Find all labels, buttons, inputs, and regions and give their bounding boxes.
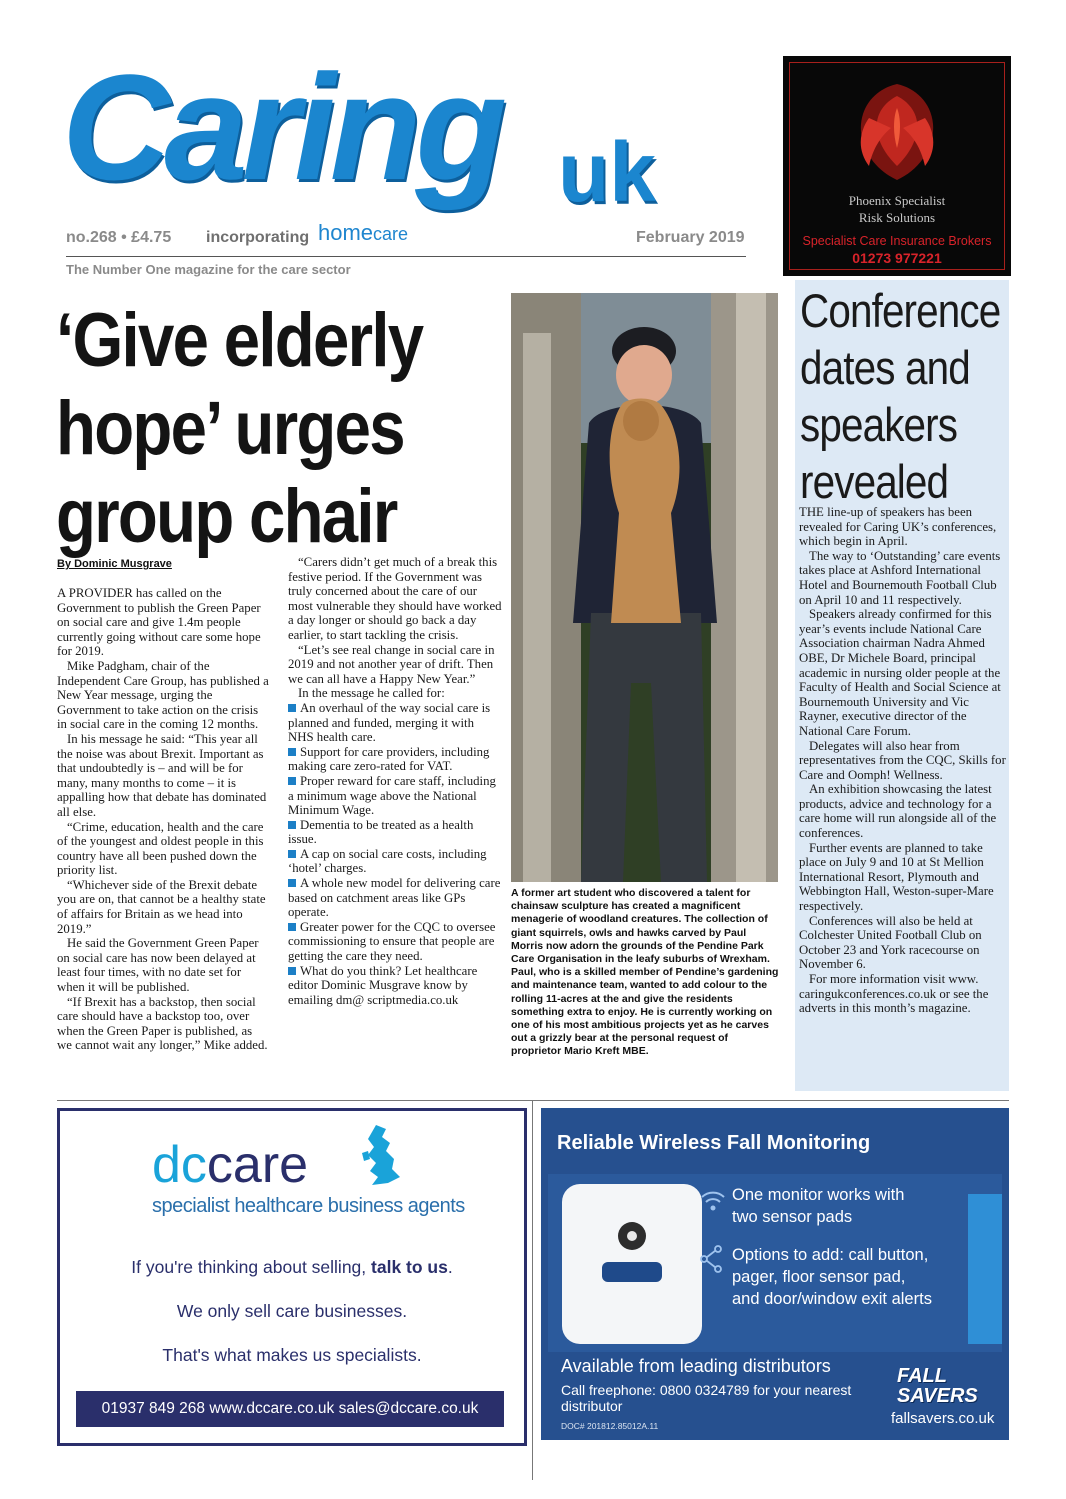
story-paragraph: “Carers didn’t get much of a break this festive period. If the Government was truly concerned about the care of our most vulnerable they should have worked a day longer or should go back a day earlier, to start tackling the crisis.	[288, 555, 502, 642]
story-paragraph: “Crime, education, health and the care of the youngest and oldest people in this country have all been pushed down the priority list.	[57, 819, 264, 878]
homecare-logo	[318, 220, 408, 246]
conference-paragraph: Conferences will also be held at Colchester United Football Club on October 23 and York racecourse on November 6.	[799, 913, 982, 972]
photo-caption: A former art student who discovered a talent for chainsaw sculpture has created a magnificent menagerie of woodland creatures. The collection of giant squirrels, owls and hawks carved by Paul Morris now adorn the grounds of the Pendine Park Care Organisation in the leafy suburbs of Wrexham. Paul, who is a skilled member of Pendine’s gardening and maintenance team, wanted to add colour to the rolling 11-acres at the and give the residents something extra to enjoy. He is currently working on one of his most ambitious projects yet as he carves out a grizzly bear at the personal request of proprietor Mario Kreft MBE.	[511, 887, 779, 1058]
story-column-1	[57, 586, 270, 1053]
conference-paragraph: An exhibition showcasing the latest products, advice and technology for a care home will run alongside all of the conferences.	[799, 782, 997, 841]
bullet-item: An overhaul of the way social care is planned and funded, merging it with NHS health care.	[288, 700, 491, 745]
homecare-logo-care: care	[373, 224, 409, 244]
caring-uk-logo	[62, 43, 702, 222]
bullet-square-icon	[288, 821, 296, 829]
incorporating-label: incorporating	[206, 229, 310, 246]
conference-headline	[800, 282, 1001, 510]
phoenix-bird-icon	[839, 78, 955, 190]
speaker-grille-icon	[562, 1184, 702, 1344]
wireless-icon	[698, 1186, 728, 1216]
conference-paragraph: Further events are planned to take place on July 9 and 10 at St Mellion International Resort, Plymouth and Webbington Hall, Weston-super-Mare respectively.	[799, 840, 994, 914]
fallsavers-freephone: Call freephone: 0800 0324789 for your nearest distributor	[561, 1382, 852, 1414]
logo-caring: Caring	[62, 43, 502, 211]
homecare-logo-home: home	[318, 220, 374, 245]
bullet-item: A whole new model for delivering care based on catchment areas like GPs operate.	[288, 876, 501, 920]
fall-monitor-device	[562, 1184, 702, 1344]
fallsavers-logo-line1: FALL	[897, 1365, 947, 1387]
closing-bullet: What do you think? Let healthcare editor Dominic Musgrave know by emailing dm@ scriptmedia.co.uk	[288, 963, 478, 1007]
bullet-item: Proper reward for care staff, including a minimum wage above the National Minimum Wage.	[288, 773, 496, 818]
conference-paragraph: For more information visit www. caringukconferences.co.uk or see the adverts in this month’s magazine.	[799, 972, 989, 1016]
bullet-item: A cap on social care costs, including ‘hotel’ charges.	[288, 846, 487, 876]
issue-number: no.268 • £4.75	[66, 229, 172, 246]
story-paragraph: “Let’s see real change in social care in 2019 and not another year of drift. Then we can all have a Happy New Year.”	[288, 642, 495, 686]
logo-uk: uk	[558, 125, 657, 219]
bullet-item: Support for care providers, including making care zero-rated for VAT.	[288, 744, 490, 774]
talk-to-us: talk to us	[371, 1257, 448, 1277]
fallsavers-title: Reliable Wireless Fall Monitoring	[557, 1132, 871, 1154]
story-paragraph: He said the Government Green Paper on social care has now been delayed at least four times, with no date set for when it will be published.	[57, 936, 259, 995]
fallsavers-logo	[897, 1366, 978, 1406]
feature-photo	[511, 293, 778, 882]
issue-line	[66, 220, 746, 257]
tagline: The Number One magazine for the care sector	[66, 262, 351, 277]
headline-line2: hope’ urges	[56, 386, 404, 471]
byline: By Dominic Musgrave	[57, 558, 172, 570]
issue-date: February 2019	[636, 229, 745, 246]
bullet-item: Greater power for the CQC to oversee commissioning to ensure that people are getting the care they need.	[288, 919, 496, 964]
conference-headline-line1: Conference	[800, 284, 1001, 337]
conference-paragraph: Delegates will also hear from representatives from the CQC, Skills for Care and Oomph! Wellness.	[799, 738, 1006, 782]
bullet-square-icon	[288, 748, 296, 756]
section-divider	[57, 1100, 1009, 1101]
ad-divider	[532, 1100, 533, 1480]
story-column-2	[288, 555, 502, 1007]
bullet-square-icon	[288, 923, 296, 931]
story-paragraph: In the message he called for:	[298, 686, 445, 701]
dccare-subtitle: specialist healthcare business agents	[152, 1195, 465, 1217]
dccare-contact-bar[interactable]: 01937 849 268 www.dccare.co.uk sales@dccare.co.uk	[76, 1391, 504, 1427]
dccare-line-2: We only sell care businesses.	[176, 1301, 408, 1321]
headline-line1: ‘Give elderly	[56, 298, 423, 383]
phoenix-phone: 01273 977221	[852, 250, 942, 266]
sensor-pad-strip	[968, 1194, 1002, 1344]
bullet-square-icon	[288, 879, 296, 887]
conference-headline-line2: dates and	[800, 341, 970, 394]
share-nodes-icon	[698, 1244, 724, 1274]
conference-body	[799, 505, 1009, 1016]
fallsavers-advert[interactable]	[541, 1108, 1009, 1440]
fallsavers-website[interactable]: fallsavers.co.uk	[891, 1410, 995, 1427]
dccare-logo-dc: dc	[152, 1136, 207, 1194]
story-paragraph: Mike Padgham, chair of the Independent Care Group, has published a New Year message, urging the Government to take action on the crisis in social care in the coming 12 months.	[57, 658, 269, 732]
story-paragraph: “If Brexit has a backstop, then social care should have a backstop too, over when the Green Paper is published, as we cannot wait any longer,” Mike added.	[57, 994, 268, 1053]
fallsavers-product-panel	[548, 1174, 1002, 1352]
headline-line3: group chair	[56, 474, 397, 559]
conference-paragraph: Speakers already confirmed for this year’s events include National Care Association chairman Nadra Ahmed OBE, Dr Michele Board, principal academic in nursing older people at the Faculty of Health and Social Science at Bournemouth University and Vic Rayner, executive director of the National Care Forum.	[799, 607, 1001, 738]
dccare-logo	[152, 1135, 308, 1195]
conference-headline-line4: revealed	[800, 455, 949, 508]
conference-paragraph: THE line-up of speakers has been revealed for Caring UK’s conferences, which begin in April.	[799, 505, 997, 549]
fallsavers-option-1: One monitor works with two sensor pads	[732, 1186, 905, 1226]
lead-headline	[56, 297, 443, 561]
dccare-line-3: That's what makes us specialists.	[162, 1345, 422, 1365]
bullet-square-icon	[288, 777, 296, 785]
phoenix-company-name	[783, 192, 1011, 226]
bullet-square-icon	[288, 704, 296, 712]
dccare-advert[interactable]	[57, 1108, 527, 1446]
story-paragraph: “Whichever side of the Brexit debate you are on, that cannot be a healthy state of affairs for Britain as we head into 2019.”	[57, 877, 266, 936]
bullet-square-icon	[288, 850, 296, 858]
phoenix-advert[interactable]	[783, 56, 1011, 276]
story-paragraph: A PROVIDER has called on the Government to publish the Green Paper on social care and give 1.4m people currently going without care some hope for 2019.	[57, 586, 261, 659]
fallsavers-option-2: Options to add: call button, pager, floor sensor pad, and door/window exit alerts	[732, 1246, 932, 1308]
phoenix-subtitle: Specialist Care Insurance Brokers	[802, 234, 992, 248]
dccare-logo-care: care	[206, 1136, 309, 1194]
bullet-item: Dementia to be treated as a health issue.	[288, 817, 474, 847]
fallsavers-availability: Available from leading distributors	[561, 1356, 831, 1376]
bullet-square-icon	[288, 967, 296, 975]
phoenix-name-line1: Phoenix Specialist	[848, 193, 946, 208]
uk-map-icon	[358, 1123, 402, 1189]
carver-with-sculpture-illustration	[511, 293, 778, 882]
dccare-line-1: If you're thinking about selling, talk to us.	[131, 1257, 453, 1277]
conference-paragraph: The way to ‘Outstanding’ care events takes place at Ashford International Hotel and Bournemouth Football Club on April 10 and 11 respectively.	[799, 548, 1001, 607]
story-paragraph: In his message he said: “This year all the noise was about Brexit. Important as that undoubtedly is – and will be for many, many months to come – it is appalling how that debate has dominated all else.	[57, 731, 267, 819]
conference-headline-line3: speakers	[800, 398, 958, 451]
phoenix-name-line2: Risk Solutions	[858, 210, 936, 225]
fallsavers-doc-number: DOC# 201812.85012A.11	[561, 1421, 659, 1431]
fallsavers-logo-line2: SAVERS	[897, 1385, 978, 1407]
